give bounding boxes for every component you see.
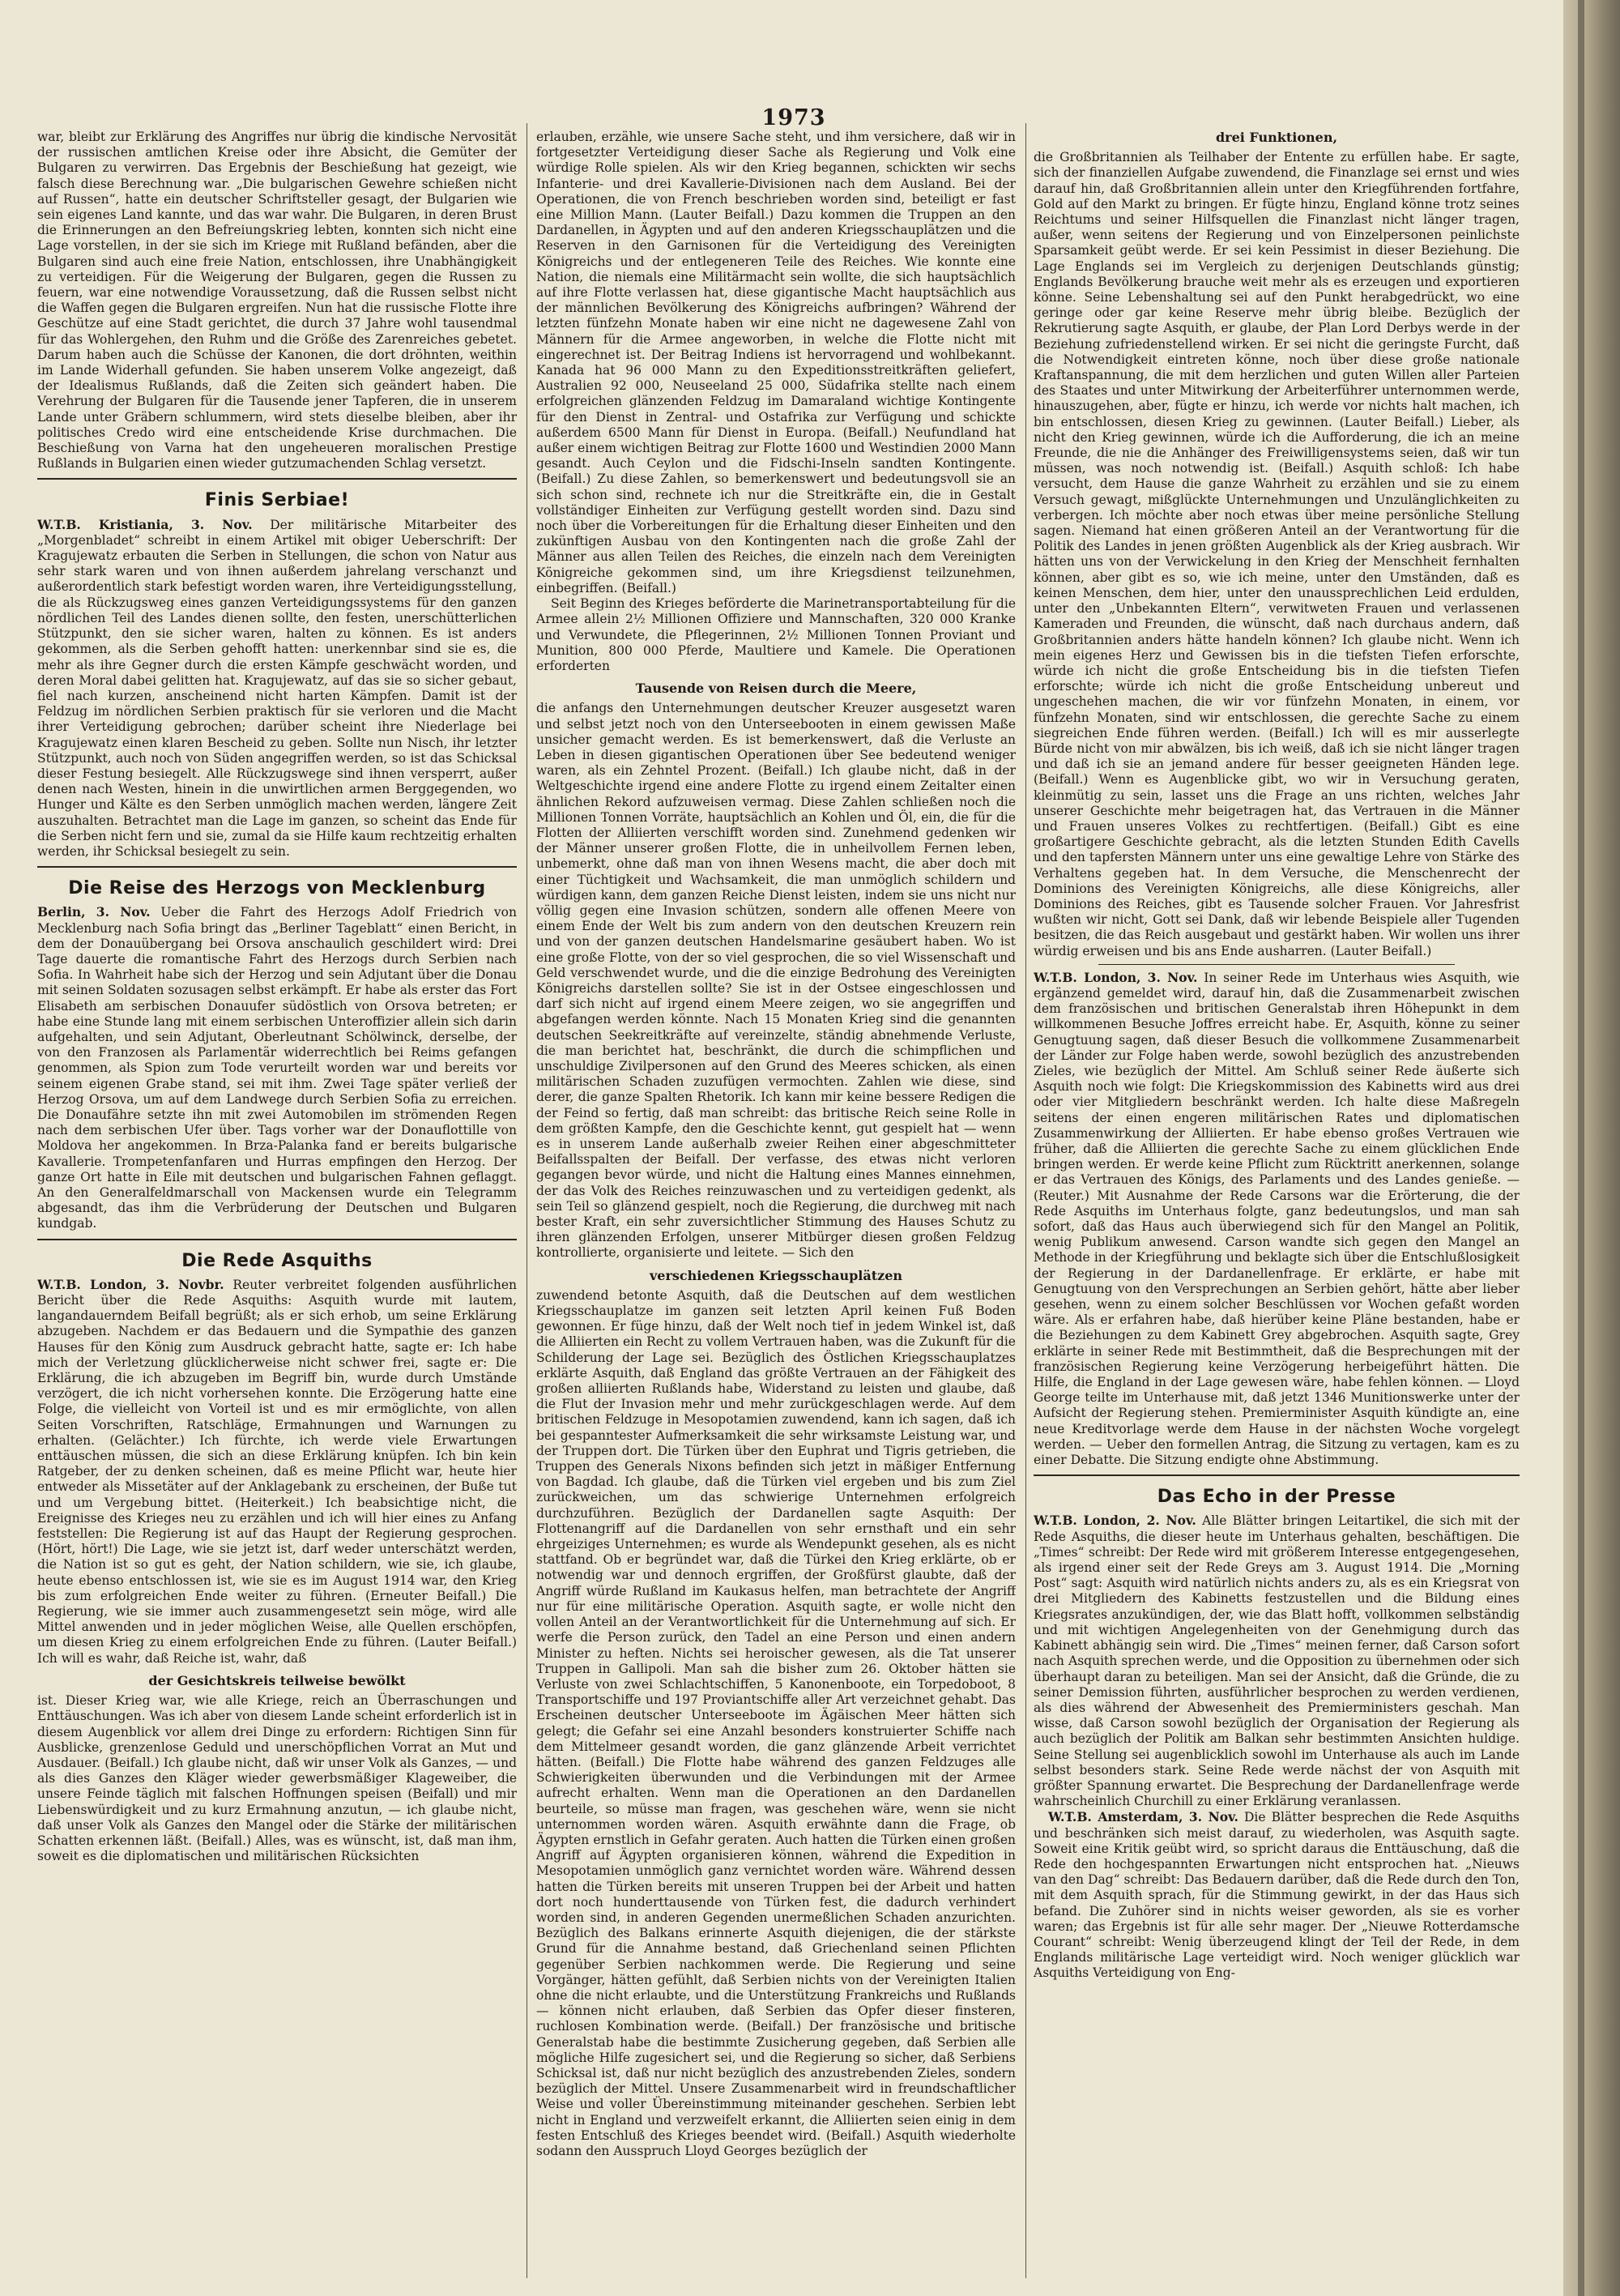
dateline: W.T.B. London, 3. Novbr.	[37, 1276, 224, 1292]
binding-gutter-shadow	[1578, 0, 1584, 2296]
dateline: W.T.B. Amsterdam, 3. Nov.	[1048, 1809, 1238, 1825]
article-paragraph: erlauben, erzähle, wie unsere Sache steht, und ihm versichere, daß wir in fortgesetzter Verteidigung dieser Sache als Regierung und Volk eine würdige Rolle spielen. Als wir den Krieg begannen, schickten wir sechs Infanterie- und drei Kavallerie-Divisionen nach dem Ausland. Bei der Operationen, die von French beschrieben worden sind, beteiligt er fast eine Million Mann. (Lauter Beifall.) Dazu kommen die Truppen an den Dardanellen, in Ägypten und auf den anderen Kriegsschauplätzen und die Reserven in den Garnisonen für die Verteidigung des Vereinigten Königreichs und der entlegeneren Teile des Reiches. Wie konnte eine Nation, die niemals eine Militärmacht sein wollte, die sich hauptsächlich auf ihre Flotte verlassen hat, diese gigantische Macht hauptsächlich aus der männlichen Bevölkerung des Königreichs aufbringen? Während der letzten fünfzehn Monate haben wir eine nicht ne dagewesene Zahl von Männern für die Armee angeworben, in welche die Flotte nicht mit eingerechnet ist. Der Beitrag Indiens ist hervorragend und wohlbekannt. Kanada hat 96 000 Mann zu den Expeditionsstreitkräften geliefert, Australien 92 000, Neuseeland 25 000, Südafrika stellte nach einem erfolgreichen glänzenden Feldzug im Damaraland wichtige Kontingente für den Dienst in Zentral- und Ostafrika zur Verfügung und schickte außerdem 6500 Mann für Dienst in Europa. (Beifall.) Neufundland hat außer einem wichtigen Beitrag zur Flotte 1600 und Westindien 2000 Mann gesandt. Auch Ceylon und die Fidschi-Inseln sandten Kontingente. (Beifall.) Zu diese Zahlen, so bemerkenswert und bedeutungsvoll sie an sich schon sind, rechnete ich nur die Streitkräfte ein, die in Gestalt vollständiger Einheiten zur Verfügung gestellt worden sind. Dazu sind noch über die Vorbereitungen für die Erhaltung dieser Einheiten und den zukünftigen Ausbau von den Kontingenten nach die große Zahl der Männer aus allen Teilen des Reiches, die einzeln nach dem Vereinigten Königreiche gekommen sind, um ihre Kriegsdienst teilzunehmen, einbegriffen. (Beifall.)	[536, 130, 1016, 595]
article-paragraph: Berlin, 3. Nov. Ueber die Fahrt des Herzogs Adolf Friedrich von Mecklenburg nach Sofia bringt das „Berliner Tageblatt“ einen Bericht, in dem der Donauübergang bei Orsova anschaulich geschildert wird: Drei Tage dauerte die romantische Fahrt des Herzogs durch Serbien nach Sofia. In Wahrheit habe sich der Herzog und sein Adjutant über die Donau mit seinen Soldaten sozusagen selbst erkämpft. Er habe als erster das Fort Elisabeth am serbischen Donauufer südöstlich von Orsova betreten; er habe eine Stunde lang mit einem serbischen Unteroffizier allein sich darin aufgehalten, und sein Adjutant, Oberleutnant Schölwinck, derselbe, der von den Franzosen als Parlamentär widerrechtlich bei Reims gefangen genommen, als Spion zum Tode verurteilt worden war und bereits vor seinem eigenen Grabe stand, sei mit ihm. Zwei Tage später verließ der Herzog Orsova, um auf dem Landwege durch Serbien Sofia zu erreichen. Die Donaufähre setzte ihn mit zwei Automobilen im strömenden Regen nach dem serbischen Ufer über. Tags vorher war der Donauflottille von Moldova her angekommen. In Brza-Palanka fand er bereits bulgarische Kavallerie. Trompetenfanfaren und Hurras empfingen den Herzog. Der ganze Ort hatte in Eile mit deutschen und bulgarischen Fahnen geflaggt. An den Generalfeldmarschall von Mackensen wurde ein Telegramm abgesandt, das ihm die Verbrüderung der Deutschen und Bulgaren kundgab.	[37, 904, 517, 1231]
dateline: W.T.B. Kristiania, 3. Nov.	[37, 516, 253, 532]
headline-rede-asquiths: Die Rede Asquiths	[181, 1250, 373, 1271]
headline-herzog-mecklenburg: Die Reise des Herzogs von Mecklenburg	[68, 878, 486, 899]
subhead-kriegsschauplaetze: verschiedenen Kriegsschauplätzen	[649, 1267, 903, 1283]
headline-finis-serbiae: Finis Serbiae!	[204, 490, 350, 511]
column-rule-1	[526, 123, 527, 2278]
section-rule	[37, 478, 517, 480]
column-2	[536, 130, 1016, 2268]
article-paragraph: die Großbritannien als Teilhaber der Entente zu erfüllen habe. Er sagte, sich der finanziellen Aufgabe zuwendend, die Finanzlage sei ernst und wies darauf hin, daß Großbritannien allein unter den Kriegführenden fortfahre, Gold auf den Markt zu bringen. Er fügte hinzu, England könne trotz seines Reichtums und seiner Hilfsquellen die Finanzlast nicht länger tragen, außer, wenn seitens der Regierung und von Einzelpersonen peinlichste Sparsamkeit geübt werde. Er sei kein Pessimist in dieser Beziehung. Die Lage Englands sei im Vergleich zu derjenigen Deutschlands günstig; Englands Bevölkerung brauche weit mehr als es erzeugen und exportieren könne. Seine Lebenshaltung sei auf den Punkt herabgedrückt, wo eine geringe oder gar keine Reserve mehr übrig bleibe. Bezüglich der Rekrutierung sagte Asquith, er glaube, der Plan Lord Derbys werde in der Beziehung zufriedenstellend wirken. Er sei nicht die geringste Furcht, daß die Notwendigkeit eintreten könne, noch über diese große nationale Kraftanspannung, die mit dem herzlichen und guten Willen aller Parteien des Staates und unter Mitwirkung der Arbeiterführer unternommen werde, hinauszugehen, aber, fügte er hinzu, ich werde vor nichts halt machen, ich bin entschlossen, diesen Krieg zu gewinnen. (Lauter Beifall.) Lieber, als nicht den Krieg gewinnen, würde ich die Aufforderung, die ich an meine Freunde, die nie die Anhänger des Freiwilligensystems seien, daß wir tun müssen, was noch notwendig ist. (Beifall.) Asquith schloß: Ich habe versucht, dem Hause die ganze Wahrheit zu erzählen und sie zu einem Versuch gewagt, mißglückte Unternehmungen und Unzulänglichkeiten zu verbergen. Ich möchte aber noch etwas über meine persönliche Stellung sagen. Niemand hat einen größeren Anteil an der Verantwortung für die Politik des Landes in jenen größten Augenblick als der Krieg ausbrach. Wir hätten uns von der Verwickelung in den Krieg der Menschheit fernhalten können, aber gibt es so, wie ich meine, unter den Umständen, daß es keinen Menschen, dem hier, unter den unaussprechlichen Leid erdulden, unter den „Unbekannten Eltern“, verwitweten Frauen und verlassenen Kameraden und Freunden, die wünscht, daß nach durchaus andern, daß Großbritannien anders hätte handeln können? Ich glaube nicht. Wenn ich mein eigenes Herz und Gewissen bis in die tiefsten Tiefen erforschte, würde ich nicht die große Entscheidung bis in die tiefsten Tiefen erforschte; würde ich nicht die große Entscheidung unbereut und ungeschehen machen, die wir vor fünfzehn Monaten, in einem, vor fünfzehn Monaten, sind wir entschlossen, die gerechte Sache zu einem siegreichen Ende führen werden. (Beifall.) Ich will es mir ausserlegte Bürde nicht von mir abwälzen, bis ich weiß, daß ich sie nicht länger tragen und daß ich sie an jemand andere für besser geeigneten Händen lege. (Beifall.) Wenn es Augenblicke gibt, wo wir in Versuchung geraten, kleinmütig zu sein, lasset uns die Frage an uns richten, welches Jahr unserer Geschichte mehr beigetragen hat, das Vertrauen in die Männer und Frauen unseres Volkes zu rechtfertigen. (Beifall.) Gibt es eine großartigere Geschichte gebracht, als die letzten Stunden Edith Cavells und den tapfersten Männern unter uns eine gewaltige Lehre von Stärke des Verhaltens gegeben hat. In dem Versuche, die Menschenrecht der Dominions des Vereinigten Königreichs, alle diese Königreichs, aller Dominions des Reiches, gibt es Tausende solcher Frauen. Vor Jahresfrist wußten wir nicht, Gott sei Dank, daß wir lebende Beispiele aller Tugenden besitzen, die das Reich ausgebaut und gestärkt haben. Wir wollen uns ihrer würdig erweisen und bis ans Ende ausharren. (Lauter Beifall.)	[1034, 150, 1520, 958]
dateline: W.T.B. London, 2. Nov.	[1034, 1513, 1196, 1529]
section-rule	[37, 1239, 517, 1240]
article-paragraph: W.T.B. Kristiania, 3. Nov. Der militärische Mitarbeiter des „Morgenbladet“ schreibt in einem Artikel mit obiger Ueberschrift: Der Kragujewatz erbauten die Serben in Stellungen, die schon von Natur aus sehr stark waren und von ihnen außerdem jahrelang verschanzt und außerordentlich stark befestigt worden waren, ihre Verteidigungsstellung, die als Rückzugsweg eines ganzen Verteidigungssystems für den ganzen nördlichen Teil des Landes dienen sollte, den festen, unerschütterlichen Stützpunkt, den sie sicher waren, halten zu können. Es ist anders gekommen, als die Serben gehofft hatten: unerkennbar sind sie es, die mehr als ihre Gegner durch die ersten Kämpfe geschwächt worden, und deren Moral dabei gelitten hat. Kragujewatz, auf das sie so sicher gebaut, fiel nach kurzen, anscheinend nicht harten Kämpfen. Damit ist der Feldzug im nördlichen Serbien praktisch für sie verloren und die Macht ihrer Verteidigung gebrochen; darüber scheint ihre Niederlage bei Kragujewatz einen klaren Bescheid zu geben. Sollte nun Nisch, ihr letzter Stützpunkt, auch noch von Süden angegriffen werden, so ist das Schicksal dieser Festung besiegelt. Alle Rückzugswege sind ihnen versperrt, außer denen nach Westen, hinein in die unwirtlichen armen Berggegenden, wo Hunger und Kälte es den Serben unmöglich machen werden, längere Zeit auszuhalten. Betrachtet man die Lage im ganzen, so scheint das Ende für die Serben nicht fern und sie, zumal da sie Hilfe kaum rechtzeitig erhalten werden, ihr Schicksal besiegelt zu sein.	[37, 516, 517, 859]
article-paragraph: W.T.B. London, 3. Novbr. Reuter verbreitet folgenden ausführlichen Bericht über die Rede Asquiths: Asquith wurde mit lautem, langandauerndem Beifall begrüßt; als er sich erhob, um seine Erklärung abzugeben. Nachdem er das Bedauern und die Sympathie des ganzen Hauses für den König zum Ausdruck gebracht hatte, sagte er: Ich habe mich der Verletzung glücklicherweise nicht schwer frei, sagte er: Die Erklärung, die ich abzugeben im Begriff bin, wurde durch Umstände verzögert, die ich nicht vorhersehen konnte. Die Erzögerung hatte eine Folge, die vielleicht von Vorteil ist und es mir ermöglichte, von allen Seiten Vorschriften, Ratschläge, Ermahnungen und Warnungen zu erhalten. (Gelächter.) Ich fürchte, ich werde viele Erwartungen enttäuschen müssen, die sich an diese Erklärung knüpfen. Ich bin kein Ratgeber, der zu denken scheinen, daß es meine Pflicht war, heute hier entweder als Missetäter auf der Anklagebank zu erscheinen, der Buße tut und um Vergebung bittet. (Heiterkeit.) Ich beabsichtige nicht, die Ereignisse des Krieges neu zu erzählen und ich will hier eines zu Anfang feststellen: Die Regierung ist auf das Haupt der Regierung gesprochen. (Hört, hört!) Die Lage, wie sie jetzt ist, darf weder unterschätzt werden, die Nation ist so gut es geht, der Nation schildern, wie sie, ich glaube, heute ebenso entschlossen ist, wie sie es im August 1914 war, den Krieg bis zum erfolgreichen Ende weiter zu führen. (Erneuter Beifall.) Die Regierung, wie sie immer auch zusammengesetzt sein möge, wird alle Mittel anwenden und in jeder möglichen Weise, alle Quellen erschöpfen, um diesen Krieg zu einem erfolgreichen Ende zu führen. (Lauter Beifall.) Ich will es wahr, daß Reiche ist, wahr, daß	[37, 1276, 517, 1666]
article-paragraph: W.T.B. London, 3. Nov. In seiner Rede im Unterhaus wies Asquith, wie ergänzend gemeldet wird, darauf hin, daß die Zusammenarbeit zwischen dem französischen und britischen Generalstab ihren Höhepunkt in dem willkommenen Besuche Joffres erreicht habe. Er, Asquith, könne zu seiner Genugtuung sagen, daß dieser Besuch die vollkommene Zusammenarbeit der Länder zur Folge haben werde, sowohl bezüglich des anzustrebenden Zieles, wie bezüglich der Mittel. Am Schluß seiner Rede äußerte sich Asquith noch wie folgt: Die Kriegskommission des Kabinetts wird aus drei oder vier Mitgliedern beschränkt werden. Ich halte diese Maßregeln seitens der einen engeren militärischen Rates und diplomatischen Zusammenwirkung der Alliierten. Er habe ebenso großes Vertrauen wie früher, daß die Alliierten die gerechte Sache zu einem glücklichen Ende bringen werden. Er werde keine Pflicht zum Rücktritt anerkennen, solange er das Vertrauen des Königs, des Parlaments und des Landes genieße. — (Reuter.) Mit Ausnahme der Rede Carsons war die Erörterung, die der Rede Asquiths im Unterhaus folgte, ganz bedeutungslos, und man sah sofort, daß das Haus auch überwiegend sich für den Mangel an Politik, wenig Publikum anwesend. Carson wandte sich gegen den Mangel an Methode in der Kriegführung und beklagte sich über die Entschlußlosigkeit der Regierung in der Dardanellenfrage. Er erklärte, er habe mit Genugtuung von den Versprechungen an Serbien gehört, hätte aber lieber gesehen, wenn zu einem solcher Beschlüssen vor Wochen gefaßt worden wäre. Als er erfahren habe, daß hierüber keine Pläne bestanden, habe er die Beziehungen zu dem Kabinett Grey abgebrochen. Asquith sagte, Grey erklärte in seiner Rede mit Bestimmtheit, daß die Besprechungen mit der französischen Regierung keine Verzögerung herbeigeführt hätten. Die Hilfe, die England in der Lage gewesen wäre, habe fehlen können. — Lloyd George teilte im Unterhause mit, daß jetzt 1346 Munitionswerke unter der Aufsicht der Regierung stehen. Premierminister Asquith kündigte an, eine neue Kreditvorlage werde dem Hause in der nächsten Woche vorgelegt werden. — Ueber den formellen Antrag, die Sitzung zu vertagen, kam es zu einer Debatte. Die Sitzung endigte ohne Abstimmung.	[1034, 969, 1520, 1468]
column-3	[1034, 130, 1520, 2268]
continued-heading: drei Funktionen,	[1215, 130, 1338, 145]
article-paragraph: die anfangs den Unternehmungen deutscher Kreuzer ausgesetzt waren und selbst jetzt noch von den Unterseebooten in einem gewissen Maße unsicher gemacht werden. Es ist bemerkenswert, daß die Verluste an Leben in diesen gigantischen Operationen über See bedeutend weniger waren, als ein Zehntel Prozent. (Beifall.) Ich glaube nicht, daß in der Weltgeschichte irgend eine andere Flotte zu irgend einem Zeitalter einen ähnlichen Rekord aufzuweisen vermag. Diese Zahlen schließen noch die Millionen Tonnen Vorräte, hauptsächlich an Kohlen und Öl, ein, die für die Flotten der Alliierten verschifft worden sind. Zunehmend gedenken wir der Männer unserer großen Flotte, die in unheilvollem Fernen leben, unbemerkt, ohne daß man von ihnen Wesens macht, die aber doch mit einer Tüchtigkeit und Wachsamkeit, die man unmöglich schildern und würdigen kann, dem ganzen Reiche Dienst leisten, indem sie uns nicht nur völlig gegen eine Invasion schützen, sondern alle offenen Meere von einem Ende der Welt bis zum andern von den deutschen Kreuzern rein und von der ganzen deutschen Handelsmarine gesäubert haben. Wo ist eine große Flotte, von der so viel gesprochen, die so viel Wissenschaft und Geld verschwendet wurde, und die die einzige Bedrohung des Vereinigten Königreichs darstellen sollte? Sie ist in der Ostsee eingeschlossen und darf sich nicht auf irgend einem Meere zeigen, wo sie angegriffen und abgefangen werden könnte. Nach 15 Monaten Krieg sind die genannten deutschen Seekreitkräfte auf vereinzelte, ständig abnehmende Verluste, die man berichtet hat, beschränkt, die durch die schimpflichen und unschuldige Zivilpersonen auf den Grund des Meeres schicken, als einen militärischen Schaden zuzufügen vermochten. Zahlen wie diese, sind derer, die ganze Spalten Rhetorik. Ich kann mir keine bessere Redigen die der Feind so fertig, daß man schreibt: das britische Reich seine Rolle in dem größten Kampfe, den die Geschichte kennt, gut gespielt hat — wenn es in unserem Lande außerhalb zweier Reihen einer abgeschmitteter Beifallsspalten der Beifall. Der verfasse, des etwas nicht verloren gegangen bevor würde, und nicht die Haltung eines Mannes einnehmen, der das Volk des Reiches reinzuwaschen und zu verteidigen gedenkt, als sein Teil so glänzend gespielt, noch die Regierung, die durchweg mit nach bester Kraft, ein sehr zuversichtlicher Stimmung des Hauses Schutz zu ihren glänzenden Erfolgen, unserer Mitbürger diesen großen Feldzug kontrollierte, organisierte und leitete. — Sich den	[536, 701, 1016, 1261]
article-paragraph: zuwendend betonte Asquith, daß die Deutschen auf dem westlichen Kriegsschauplatze im ganzen seit letzten April keinen Fuß Boden gewonnen. Er füge hinzu, daß der Welt noch tief in jedem Winkel ist, daß die Alliierten ein Recht zu vollem Vertrauen haben, was die Zukunft für die Schilderung der Lage sei. Bezüglich des Östlichen Kriegsschauplatzes erklärte Asquith, daß England das größte Vertrauen an der Fähigkeit des großen alliierten Rußlands habe, Widerstand zu leisten und glaube, daß die Flut der Invasion mehr und mehr zurückgeschlagen werde. Auf dem britischen Feldzuge in Mesopotamien zuwendend, kann ich sagen, daß ich bei gespanntester Aufmerksamkeit die sehr wirksamste Leistung war, und der Truppen dort. Die Türken über den Euphrat und Tigris getrieben, die Truppen des Generals Nixons befinden sich jetzt in mäßiger Entfernung von Bagdad. Ich glaube, daß die Türken viel ergeben und bis zum Ziel zurückweichen, um das schwierige Unternehmen erfolgreich durchzuführen. Bezüglich der Dardanellen sagte Asquith: Der Flottenangriff auf die Dardanellen von sehr ernsthaft und ein sehr ehrgeiziges Unternehmen; es wurde als Wendepunkt gesehen, als es nicht stattfand. Ob er begründet war, daß die Türkei den Krieg erklärte, ob er notwendig war und dennoch ergriffen, der Großfürst glaubte, daß der Angriff würde Rußland im Kaukasus helfen, man betrachtete der Angriff nur für eine militärische Operation. Asquith sagte, er wolle nicht den vollen Anteil an der Verantwortlichkeit für die Unternehmung auf sich. Er werfe die Person zurück, den Tadel an eine Person und einen andern Minister zu heften. Nichts sei heroischer gewesen, als die Tat unserer Truppen in Gallipoli. Man sah die bisher zum 26. Oktober hätten sie Verluste von zwei Schlachtschiffen, 5 Kanonenboote, ein Torpedoboot, 8 Transportschiffe und 197 Proviantschiffe aller Art verzeichnet gehabt. Das Erscheinen deutscher Unterseeboote im Ägäischen Meer hätten sich gelegt; die Gefahr sei eine Anzahl besonders konstruierter Schiffe nach dem Mittelmeer gesandt worden, die ganz glänzende Arbeit verrichtet hätten. (Beifall.) Die Flotte habe während des ganzen Feldzuges alle Schwierigkeiten überwunden und die Verbindungen mit der Armee aufrecht erhalten. Wenn man die Operationen an den Dardanellen beurteile, so müsse man fragen, was geschehen wäre, wenn sie nicht unternommen worden wären. Asquith erwähnte dann die Frage, ob Ägypten ernstlich in Gefahr geraten. Auch hatten die Türken einen großen Angriff auf Ägypten organisieren können, während die Expedition in Mesopotamien unmöglich ganz vernichtet worden wäre. Während dessen hatten die Türken bereits mit unseren Truppen bei der Arbeit und hatten dort noch hunderttausende von Türken fest, die dadurch verhindert worden sind, in anderen Gegenden unermeßlichen Schaden anzurichten. Bezüglich des Balkans erinnerte Asquith diejenigen, die der stärkste Grund für die Annahme bestand, daß Griechenland seinen Pflichten gegenüber Serbien nachkommen werde. Die Regierung und seine Vorgänger, hätten gefühlt, daß Serbien nichts von der Vereinigten Italien ohne die nicht erlaubte, und die Unterstützung Frankreichs und Rußlands — können nicht erlauben, daß Serbien das Opfer dieser finsteren, ruchlosen Kombination werde. (Beifall.) Der französische und britische Generalstab habe die bestimmte Zusicherung gegeben, daß Serbien alle mögliche Hilfe zugesichert sei, und die Regierung so sicher, daß Serbiens Schicksal ist, daß nur nicht bezüglich des anzustrebenden Zieles, sondern bezüglich der Mittel. Unsere Zusammenarbeit wird in freundschaftlicher Weise und voller Übereinstimmung miteinander geschehen. Serbien lebt nicht in England und verzweifelt erkannt, die Alliierten seien einig in dem festen Entschluß des Krieges beendet wird. (Beifall.) Asquith wiederholte sodann den Ausspruch Lloyd Georges bezüglich der	[536, 1287, 1016, 2158]
section-rule	[1034, 1474, 1520, 1476]
opening-paragraph: war, bleibt zur Erklärung des Angriffes nur übrig die kindische Nervosität der russischen amtlichen Kreise oder ihre Absicht, die Gemüter der Bulgaren zu verwirren. Das Ergebnis der Beschießung hat gezeigt, wie falsch diese Berechnung war. „Die bulgarischen Gewehre schießen nicht auf Russen“, hatte ein deutscher Schriftsteller gesagt, der Bulgarien wie sein eigenes Land kannte, und das war wahr. Die Bulgaren, in deren Brust die Erinnerungen an den Befreiungskrieg lebten, konnten sich nicht eine Lage vorstellen, in der sie sich im Kriege mit Rußland befänden, aber die Bulgaren sind auch eine freie Nation, entschlossen, ihre Unabhängigkeit zu verteidigen. Für die Weigerung der Bulgaren, gegen die Russen zu feuern, war eine notwendige Voraussetzung, daß die Russen selbst nicht die Waffen gegen die Bulgaren ergreifen. Nun hat die russische Flotte ihre Geschütze auf eine Stadt gerichtet, die durch 37 Jahre wohl tausendmal für das Wohlergehen, den Ruhm und die Größe des Zarenreiches gebetet. Darum haben auch die Schüsse der Kanonen, die dort dröhnten, weithin im Lande Widerhall gefunden. Sie haben unserem Volke angezeigt, daß der Idealismus Rußlands, daß die Zeiten sich geändert haben. Die Verehrung der Bulgaren für die Tausende jener Tapferen, die in unserem Lande unter Gräbern schlummern, wird stets dieselbe bleiben, aber ihr politisches Credo wird eine entscheidende Krise durchmachen. Die Beschießung von Varna hat den ungeheueren moralischen Prestige Rußlands in Bulgarien einen wieder gutzumachenden Schlag versetzt.	[37, 130, 517, 472]
column-rule-2	[1025, 123, 1026, 2278]
section-rule	[1098, 964, 1455, 965]
article-paragraph: W.T.B. London, 2. Nov. Alle Blätter bringen Leitartikel, die sich mit der Rede Asquiths, die dieser heute im Unterhaus gehalten, beschäftigen. Die „Times“ schreibt: Der Rede wird mit größerem Interesse entgegengesehen, als irgend einer seit der Rede Greys am 3. August 1914. Die „Morning Post“ sagt: Asquith wird natürlich nichts anders zu, als es ein Kriegsrat von drei Mitgliedern des Kabinetts festzustellen und die Bildung eines Kriegsrates anzukündigen, der, wie das Blatt hofft, vollkommen selbständig und mit wichtigen Angelegenheiten von der Genehmigung durch das Kabinett abhängig sein wird. Die „Times“ meinen ferner, daß Carson sofort nach Asquith sprechen werde, und die Opposition zu übernehmen oder sich überhaupt daran zu beteiligen. Man sei der Ansicht, daß die Gründe, die zu seiner Demission führten, ausführlicher besprochen zu werden verdienen, als dies während der Abwesenheit des Premierministers geschah. Man wisse, daß Carson sowohl bezüglich der Organisation der Regierung als auch bezüglich der Politik am Balkan sehr bestimmten Ansichten huldige. Seine Stellung sei augenblicklich sowohl im Unterhause als auch im Lande selbst besonders stark. Seine Rede werde nächst der von Asquith mit größter Spannung erwartet. Die Besprechung der Dardanellenfrage werde wahrscheinlich Churchill zu einer Erklärung veranlassen.	[1034, 1513, 1520, 1809]
article-paragraph: W.T.B. Amsterdam, 3. Nov. Die Blätter besprechen die Rede Asquiths und beschränken sich meist darauf, zu wiederholen, was Asquith sagte. Soweit eine Kritik geübt wird, so spricht daraus die Enttäuschung, daß die Rede den hochgespannten Erwartungen nicht entsprochen hat. „Nieuws van den Dag“ schreibt: Das Bedauern darüber, daß die Rede durch den Ton, mit dem Asquith sprach, für die Stimmung gewirkt, in der das Haus sich befand. Die Zuhörer sind in nichts weiser geworden, als sie es vorher waren; das Ergebnis ist für alle sehr mager. Der „Nieuwe Rotterdamsche Courant“ schreibt: Wenig überzeugend klingt der Teil der Rede, in dem Englands militärische Lage verteidigt wird. Noch weniger glücklich war Asquiths Verteidigung von Eng-	[1034, 1809, 1520, 1981]
page-number: 1973	[761, 105, 826, 130]
subhead-tausende-reisen: Tausende von Reisen durch die Meere,	[635, 681, 917, 697]
column-1	[37, 130, 517, 2268]
article-paragraph: Seit Beginn des Krieges beförderte die Marinetransportabteilung für die Armee allein 2½ Millionen Offiziere und Mannschaften, 320 000 Kranke und Verwundete, die Pflegerinnen, 2½ Millionen Tonnen Proviant und Munition, 800 000 Pferde, Maultiere und Kamele. Die Operationen erforderten	[536, 596, 1016, 673]
book-binding-edge	[1563, 0, 1620, 2296]
dateline: Berlin, 3. Nov.	[37, 904, 151, 920]
headline-echo-presse: Das Echo in der Presse	[1157, 1487, 1396, 1508]
dateline: W.T.B. London, 3. Nov.	[1034, 969, 1198, 985]
article-paragraph: ist. Dieser Krieg war, wie alle Kriege, reich an Überraschungen und Enttäuschungen. Was ich aber von diesem Lande scheint erforderlich ist in diesem Augenblick vor allem drei Dinge zu erfordern: Richtigen Sinn für Ausblicke, grenzenlose Geduld und unerschöpflichen Vorrat an Mut und Ausdauer. (Beifall.) Ich glaube nicht, daß wir unser Volk als Ganzes, — und als dies Ganzes den Kläger wieder gewerbsmäßiger Klageweiber, die unsere Feinde täglich mit falschen Hoffnungen speisen (Beifall) und mir Liebenswürdigkeit und zu kurz Ermahnung anzutun, — ich glaube nicht, daß unser Volk als Ganzes den Mangel oder die Stärke der militärischen Schatten erkennen läßt. (Beifall.) Alles, was es wünscht, ist, daß man ihm, soweit es die diplomatischen und militärischen Rücksichten	[37, 1693, 517, 1864]
section-rule	[37, 866, 517, 868]
subhead-gesichtskreis: der Gesichtskreis teilweise bewölkt	[148, 1672, 406, 1688]
